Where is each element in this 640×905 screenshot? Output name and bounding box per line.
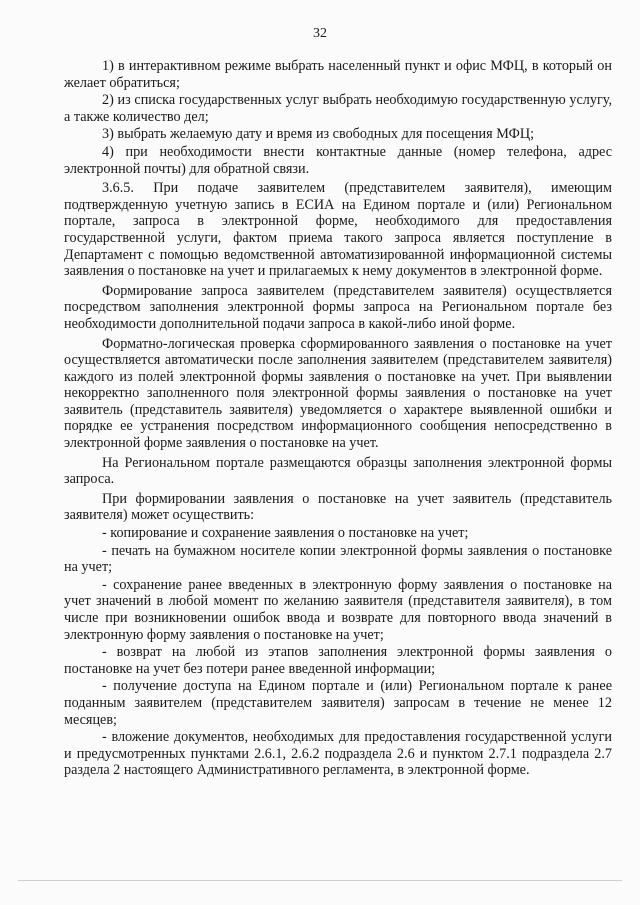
footer-divider	[18, 880, 622, 881]
paragraph-request-forming: Формирование запроса заявителем (представителем заявителя) осуществляется посредством заполнения электронной формы запроса на Региональном портале без необходимости дополнительной подачи запроса в какой-либо иной форме.	[64, 282, 612, 332]
paragraph-samples: На Региональном портале размещаются образцы заполнения электронной формы запроса.	[64, 454, 612, 488]
list-item-4: 4) при необходимости внести контактные данные (номер телефона, адрес электронной почты) для обратной связи.	[64, 143, 612, 177]
list-item-1: 1) в интерактивном режиме выбрать населенный пункт и офис МФЦ, в который он желает обратиться;	[64, 58, 612, 91]
paragraph-capabilities-intro: При формировании заявления о постановке на учет заявитель (представитель заявителя) может осуществить:	[64, 490, 612, 524]
page-number: 32	[313, 26, 327, 41]
capability-item-return: - возврат на любой из этапов заполнения электронной формы заявления о постановке на учет без потери ранее введенной информации;	[64, 644, 612, 677]
capability-item-copy: - копирование и сохранение заявления о постановке на учет;	[102, 525, 469, 542]
document-body	[64, 58, 612, 779]
capability-item-access: - получение доступа на Едином портале и (или) Региональном портале к ранее поданным заявителем (представителем заявителя) запросам в течение не менее 12 месяцев;	[64, 678, 612, 728]
capability-item-attach: - вложение документов, необходимых для предоставления государственной услуги и предусмотренных пунктами 2.6.1, 2.6.2 подраздела 2.6 и пунктом 2.7.1 подраздела 2.7 раздела 2 настоящего Административного регламента, в электронной форме.	[64, 729, 612, 779]
paragraph-format-check: Форматно-логическая проверка сформированного заявления о постановке на учет осуществляется автоматически после заполнения заявителем (представителем заявителя) каждого из полей электронной формы заявления о постановке на учет. При выявлении некорректно заполненного поля электронной формы заявления о постановке на учет заявитель (представитель заявителя) уведомляется о характере выявленной ошибки и порядке ее устранения посредством информационного сообщения непосредственно в электронной форме заявления о постановке на учет.	[64, 335, 612, 452]
paragraph-3-6-5: 3.6.5. При подаче заявителем (представителем заявителя), имеющим подтвержденную учетную запись в ЕСИА на Едином портале и (или) Региональном портале, запроса в электронной форме, необходимого для предоставления государственной услуги, фактом приема такого запроса является поступление в Департамент с помощью ведомственной автоматизированной информационной системы заявления о постановке на учет и прилагаемых к нему документов в электронной форме.	[64, 180, 612, 280]
list-item-3: 3) выбрать желаемую дату и время из свободных для посещения МФЦ;	[102, 126, 535, 143]
list-item-2: 2) из списка государственных услуг выбрать необходимую государственную услугу, а также количество дел;	[64, 92, 612, 125]
capability-item-save: - сохранение ранее введенных в электронную форму заявления о постановке на учет значений в любой момент по желанию заявителя (представителя заявителя), в том числе при возникновении ошибок ввода и возврате для повторного ввода значений в электронную форму заявления о постановке на учет;	[64, 576, 612, 643]
capability-item-print: - печать на бумажном носителе копии электронной формы заявления о постановке на учет;	[64, 542, 612, 576]
